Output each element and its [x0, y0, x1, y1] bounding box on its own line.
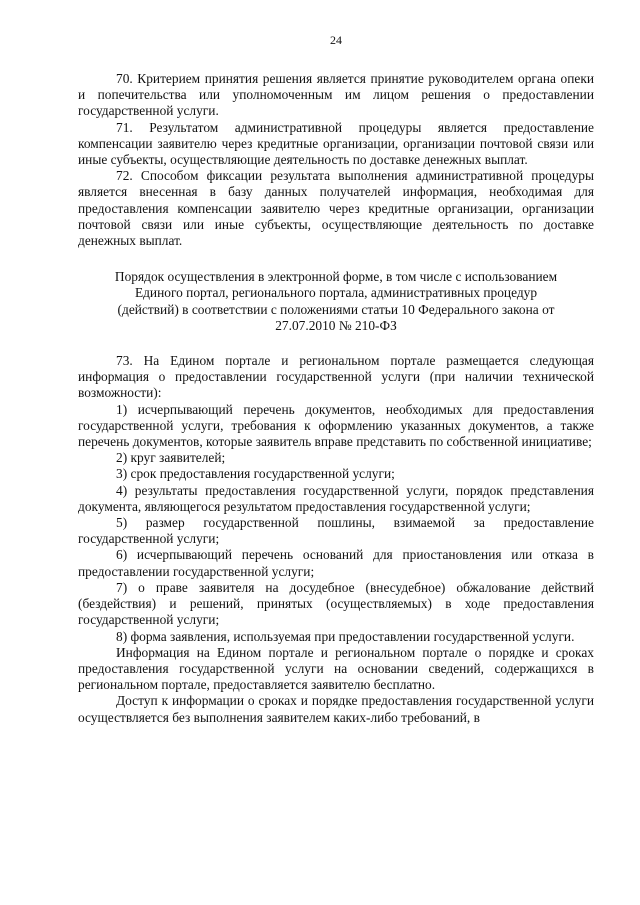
list-item-7: 7) о праве заявителя на досудебное (внесудебное) обжалование действий (бездействия) и решений, принятых (осуществляемых) в ходе предоставления государственной услуги;	[78, 579, 594, 628]
paragraph-71: 71. Результатом административной процедуры является предоставление компенсации заявителю через кредитные организации, организации почтовой связи или иные субъекты, осуществляющие деятельность по доставке денежных выплат.	[78, 119, 594, 168]
list-item-1: 1) исчерпывающий перечень документов, необходимых для предоставления государственной услуги, требования к оформлению указанных документов, а также перечень документов, которые заявитель вправе представить по собственной инициативе;	[78, 401, 594, 450]
list-item-3: 3) срок предоставления государственной услуги;	[116, 466, 395, 482]
section-heading: Порядок осуществления в электронной форме, в том числе с использованием Единого портал, регионального портала, административных процедур (действий) в соответствии с положениями статьи 10 Федерального закона от 27.07.2010 № 210-ФЗ	[114, 269, 558, 333]
list-item-2: 2) круг заявителей;	[116, 450, 226, 466]
paragraph-access: Доступ к информации о сроках и порядке предоставления государственной услуги осуществляется без выполнения заявителем каких-либо требований, в	[78, 693, 594, 725]
list-item-5: 5) размер государственной пошлины, взимаемой за предоставление государственной услуги;	[78, 515, 594, 547]
paragraph-72: 72. Способом фиксации результата выполнения административной процедуры является внесенная в базу данных получателей информация, необходимая для предоставления компенсации заявителю через кредитные организации, организации почтовой связи или иные субъекты, осуществляющие деятельность по доставке денежных выплат.	[78, 168, 594, 249]
page-number: 24	[330, 33, 342, 47]
paragraph-info-free: Информация на Едином портале и региональном портале о порядке и сроках предоставления государственной услуги на основании сведений, содержащихся в региональном портале, предоставляется заявителю бесплатно.	[78, 644, 594, 693]
paragraph-73: 73. На Едином портале и региональном портале размещается следующая информация о предоставлении государственной услуги (при наличии технической возможности):	[78, 353, 594, 401]
list-item-4: 4) результаты предоставления государственной услуги, порядок представления документа, являющегося результатом предоставления государственной услуги;	[78, 482, 594, 514]
paragraph-70: 70. Критерием принятия решения является принятие руководителем органа опеки и попечительства или уполномоченным им лицом решения о предоставлении государственной услуги.	[78, 71, 594, 119]
list-item-6: 6) исчерпывающий перечень оснований для приостановления или отказа в предоставлении государственной услуги;	[78, 547, 594, 579]
list-item-8: 8) форма заявления, используемая при предоставлении государственной услуги.	[116, 628, 575, 644]
